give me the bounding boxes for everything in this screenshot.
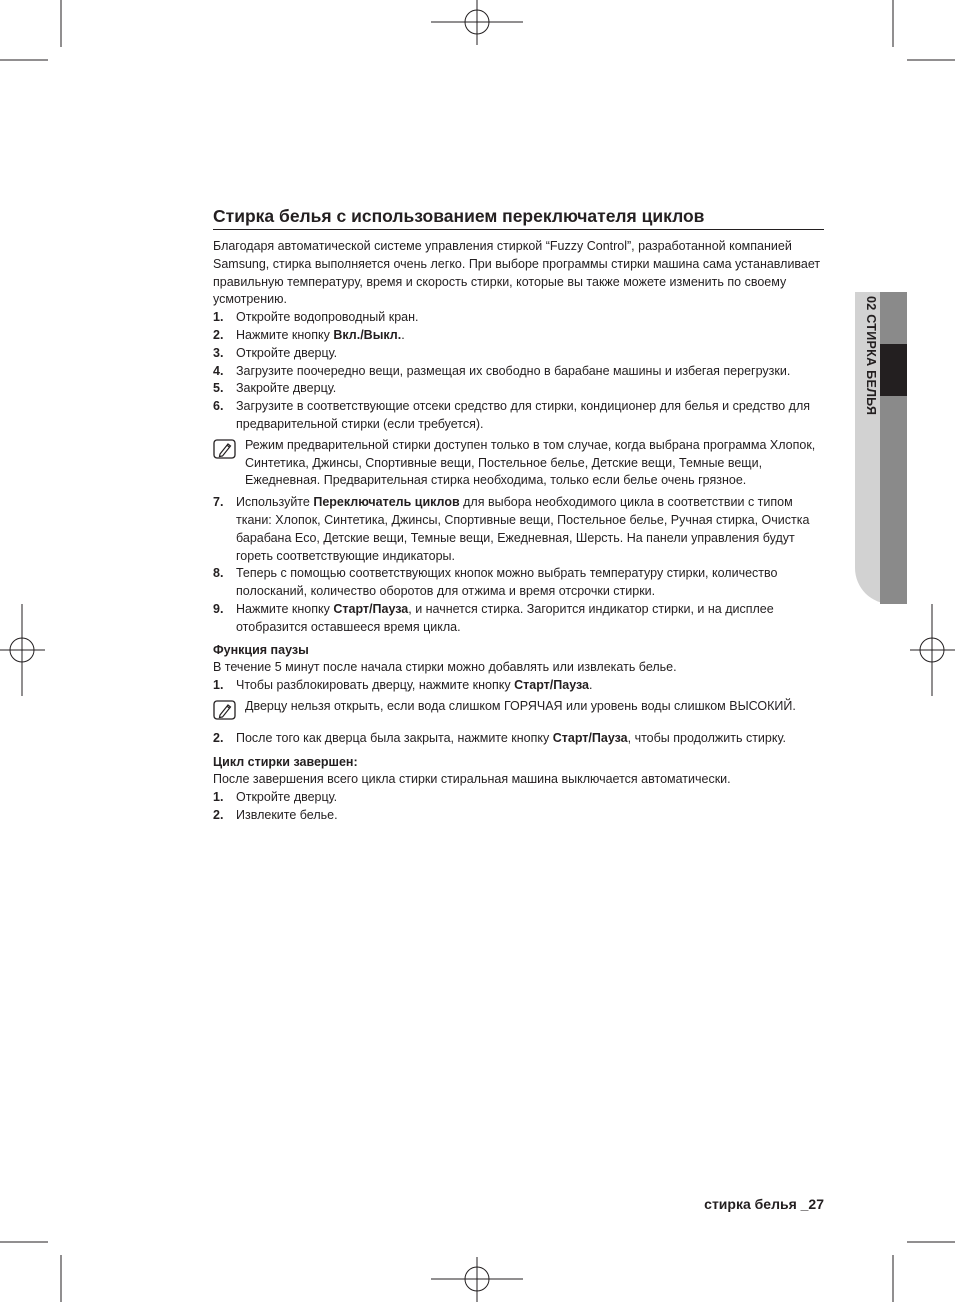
step-number: 9. [213, 601, 224, 616]
list-item [213, 327, 824, 345]
list-item [213, 380, 824, 398]
note-text: Режим предварительной стирки доступен только в том случае, когда выбрана программа Хлопок, Синтетика, Джинсы, Спортивные вещи, Постельное белье, Детские вещи, Темные вещи, Ежедневная. Предварительная стирка необходима, только если белье очень грязное. [245, 437, 816, 488]
step-text: Откройте дверцу. [236, 790, 338, 805]
step-text-post: , чтобы продолжить стирку. [627, 730, 786, 745]
list-item [213, 565, 824, 601]
steps-list-a [213, 309, 824, 434]
step-text [236, 494, 824, 565]
button-name: Старт/Пауза [552, 730, 628, 745]
list-item [213, 601, 824, 637]
step-number: 4. [213, 363, 224, 378]
list-item [213, 345, 824, 363]
step-number: 5. [213, 381, 224, 396]
step-number: 7. [213, 495, 224, 510]
note-text: Дверцу нельзя открыть, если вода слишком ГОРЯЧАЯ или уровень воды слишком ВЫСОКИЙ. [245, 698, 796, 713]
intro-paragraph: Благодаря автоматической системе управления стиркой “Fuzzy Control”, разработанной компанией Samsung, стирка выполняется очень легко. При выборе программы стирки машина сама устанавливает правильную температуру, время и скорость стирки, которые вы также можете изменить по своему усмотрению. [213, 239, 821, 307]
step-text-pre: После того как дверца была закрыта, нажмите кнопку [236, 730, 553, 745]
page-title: Стирка белья с использованием переключателя циклов [213, 204, 824, 230]
step-text: Загрузите в соответствующие отсеки средство для стирки, кондиционер для белья и средство для предварительной стирки (если требуется). [236, 399, 811, 431]
step-text-post: . [401, 327, 405, 342]
list-item [213, 807, 824, 825]
main-content [213, 204, 824, 825]
step-number: 2. [213, 730, 224, 745]
step-text: Извлеките белье. [236, 807, 338, 822]
step-text: Откройте водопроводный кран. [236, 310, 419, 325]
pause-heading: Функция паузы [213, 642, 309, 657]
note-pencil-icon [213, 700, 236, 726]
step-number: 1. [213, 790, 224, 805]
step-text: Закройте дверцу. [236, 381, 337, 396]
complete-text: После завершения всего цикла стирки стиральная машина выключается автоматически. [213, 772, 731, 787]
step-text-post: для выбора необходимого цикла в соответствии с типом ткани: Хлопок, Синтетика, Джинсы, Спортивные вещи, Постельное белье, Ручная стирка, Очистка барабана Eco, Детские вещи, Темные вещи, Ежедневная, Шерсть. На панели управления будут гореть соответствующие индикаторы. [236, 495, 810, 563]
list-item [213, 789, 824, 807]
step-text [236, 677, 824, 695]
step-number: 1. [213, 310, 224, 325]
step-number: 6. [213, 399, 224, 414]
step-text-pre: Чтобы разблокировать дверцу, нажмите кнопку [236, 678, 515, 693]
step-text [236, 327, 824, 345]
button-name: Вкл./Выкл. [333, 327, 402, 342]
page-footer: стирка белья _27 [704, 1196, 824, 1212]
list-item [213, 309, 824, 327]
note-pencil-icon [213, 439, 236, 490]
step-text-post: , и начнется стирка. Загорится индикатор стирки, и на дисплее отобразится оставшееся время цикла. [236, 601, 774, 634]
step-text: Теперь с помощью соответствующих кнопок можно выбрать температуру стирки, количество полосканий, количество оборотов для отжима и время отсрочки стирки. [236, 566, 778, 599]
complete-heading: Цикл стирки завершен: [213, 754, 358, 769]
step-number: 2. [213, 327, 224, 342]
list-item [213, 677, 824, 695]
chapter-tab-label: 02 СТИРКА БЕЛЬЯ [864, 296, 878, 416]
step-text [236, 730, 824, 748]
list-item [213, 730, 824, 748]
note-door [213, 698, 824, 726]
button-name: Старт/Пауза [333, 601, 409, 616]
steps-list-b [213, 494, 824, 636]
button-name: Старт/Пауза [514, 678, 589, 693]
step-number: 2. [213, 807, 224, 822]
note-prewash [213, 437, 824, 490]
step-number: 8. [213, 566, 224, 581]
step-text-pre: Нажмите кнопку [236, 327, 334, 342]
step-text-pre: Нажмите кнопку [236, 601, 334, 616]
chapter-tab-strip [880, 292, 907, 604]
step-number: 3. [213, 345, 224, 360]
step-text: Откройте дверцу. [236, 345, 338, 360]
step-text: Загрузите поочередно вещи, размещая их свободно в барабане машины и избегая перегрузки. [236, 363, 791, 378]
step-number: 1. [213, 678, 224, 693]
step-text-pre: Используйте [236, 495, 314, 510]
list-item [213, 398, 824, 434]
list-item [213, 494, 824, 565]
step-text-post: . [589, 678, 593, 693]
step-text [236, 601, 824, 637]
chapter-tab-marker [880, 344, 907, 396]
control-name: Переключатель циклов [313, 495, 460, 510]
list-item [213, 363, 824, 381]
pause-text: В течение 5 минут после начала стирки можно добавлять или извлекать белье. [213, 660, 677, 675]
